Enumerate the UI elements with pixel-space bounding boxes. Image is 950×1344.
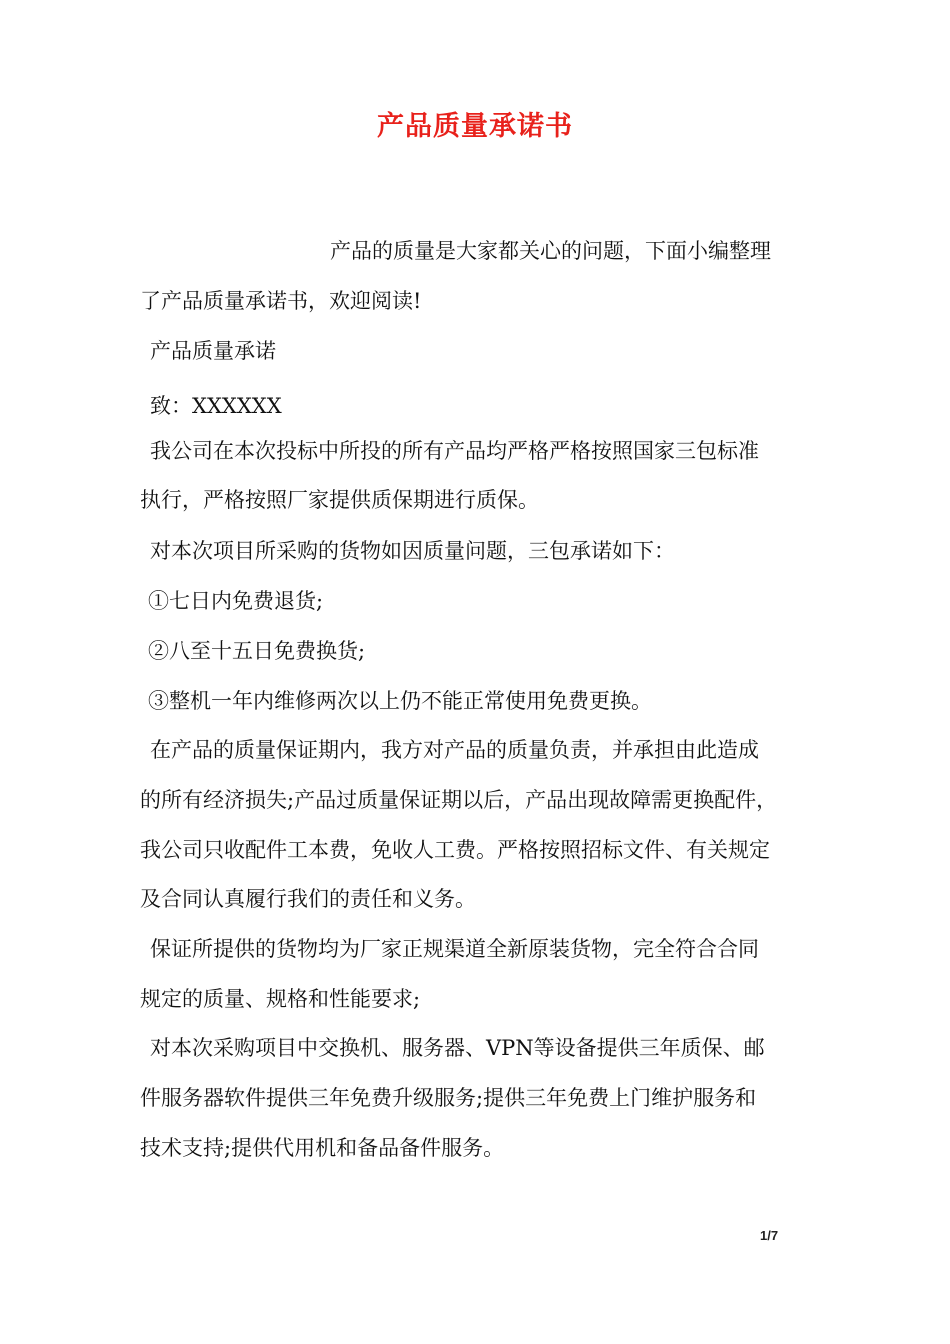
- paragraph-line: 件服务器软件提供三年免费升级服务;提供三年免费上门维护服务和: [140, 1086, 757, 1110]
- recipient-line: 致：XXXXXX: [150, 394, 282, 418]
- paragraph-line: 对本次采购项目中交换机、服务器、VPN等设备提供三年质保、邮: [150, 1036, 765, 1060]
- intro-line-1: 产品的质量是大家都关心的问题，下面小编整理: [330, 239, 771, 263]
- paragraph-line: 对本次项目所采购的货物如因质量问题，三包承诺如下：: [150, 539, 675, 563]
- intro-line-2: 了产品质量承诺书，欢迎阅读!: [140, 289, 422, 313]
- paragraph-line: 及合同认真履行我们的责任和义务。: [140, 887, 476, 911]
- paragraph-line: 规定的质量、规格和性能要求;: [140, 987, 421, 1011]
- page-number: 1/7: [760, 1228, 779, 1243]
- paragraph-line: 我公司只收配件工本费，免收人工费。严格按照招标文件、有关规定: [140, 838, 770, 862]
- list-item-3: ③整机一年内维修两次以上仍不能正常使用免费更换。: [148, 689, 652, 713]
- list-item-1: ①七日内免费退货;: [148, 589, 324, 613]
- paragraph-line: 保证所提供的货物均为厂家正规渠道全新原装货物，完全符合合同: [150, 937, 759, 961]
- paragraph-line: 的所有经济损失;产品过质量保证期以后，产品出现故障需更换配件，: [140, 788, 778, 812]
- section-heading: 产品质量承诺: [150, 339, 276, 363]
- paragraph-line: 在产品的质量保证期内，我方对产品的质量负责，并承担由此造成: [150, 738, 759, 762]
- paragraph-line: 执行，严格按照厂家提供质保期进行质保。: [140, 488, 539, 512]
- list-item-2: ②八至十五日免费换货;: [148, 639, 366, 663]
- paragraph-line: 技术支持;提供代用机和备品备件服务。: [140, 1136, 505, 1160]
- paragraph-line: 我公司在本次投标中所投的所有产品均严格严格按照国家三包标准: [150, 439, 759, 463]
- document-title: 产品质量承诺书: [377, 111, 573, 142]
